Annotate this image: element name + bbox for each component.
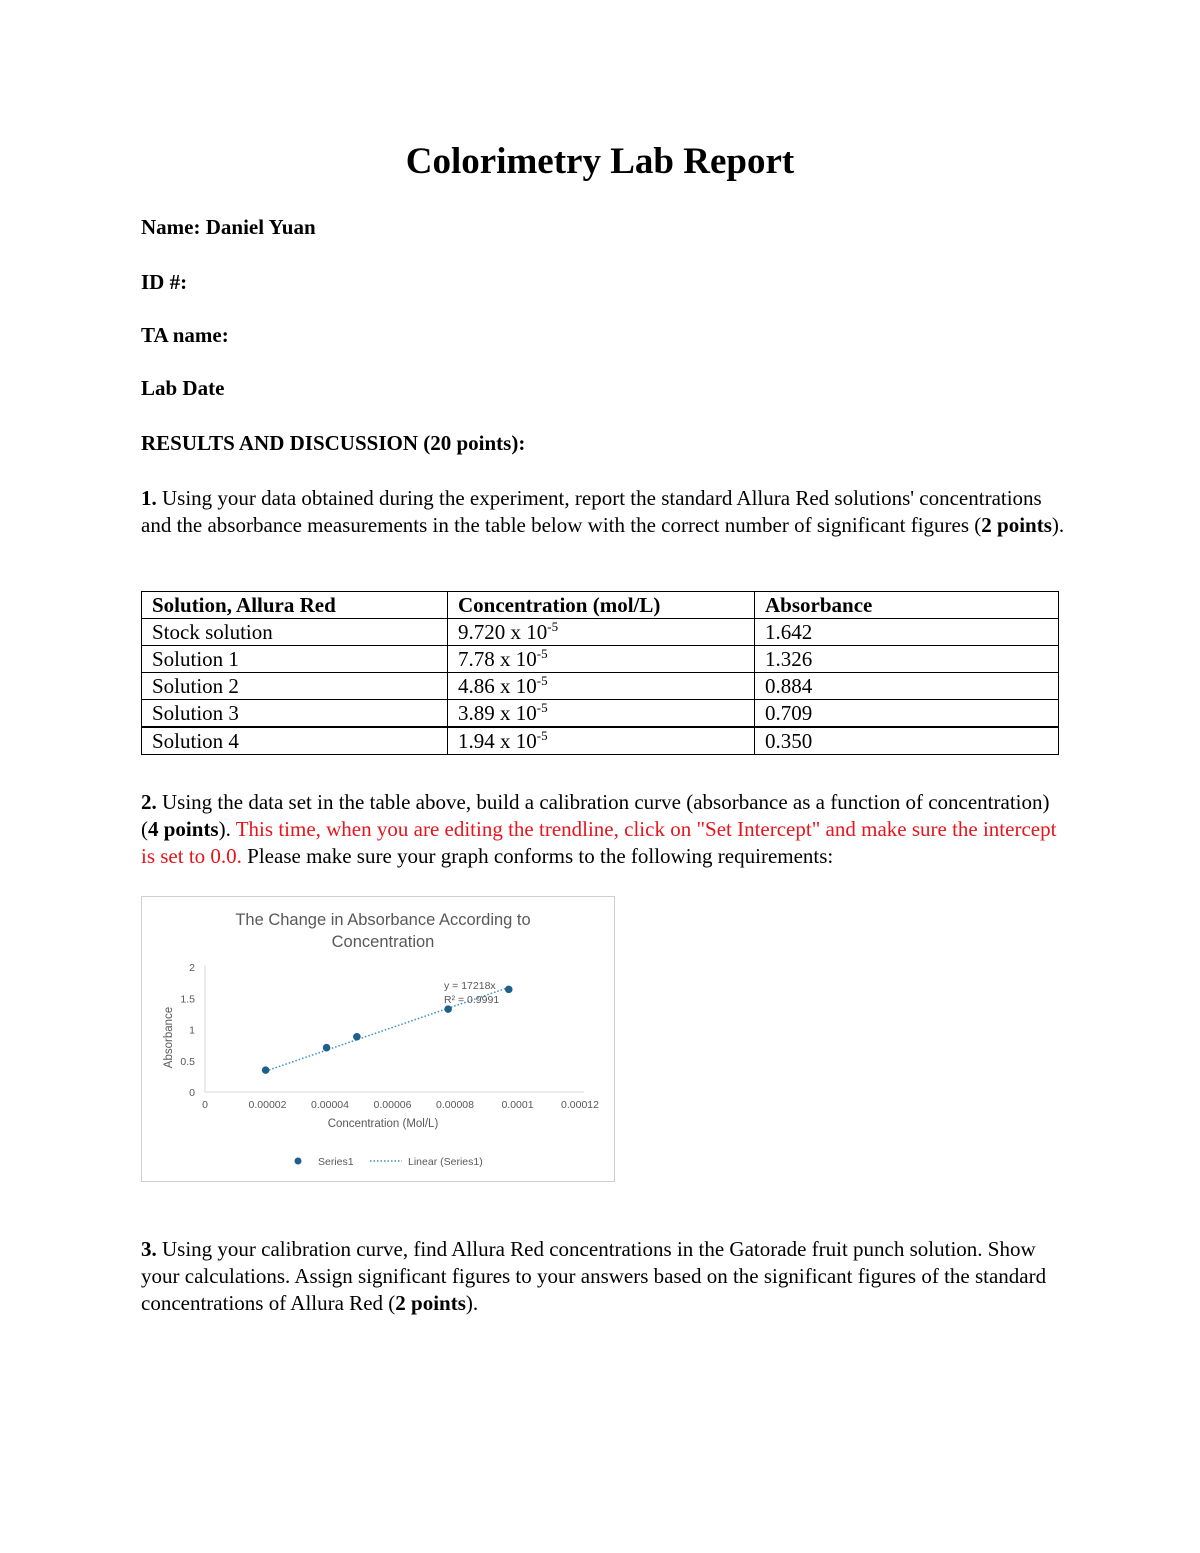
question-1-number: 1. xyxy=(141,486,157,510)
question-1-points: 2 points xyxy=(981,513,1052,537)
cell-solution: Solution 4 xyxy=(142,727,448,755)
cell-solution: Solution 2 xyxy=(142,673,448,700)
question-2 xyxy=(141,789,1071,870)
x-tick-label: 0.0001 xyxy=(501,1099,534,1111)
legend-trendline-label: Linear (Series1) xyxy=(408,1156,483,1168)
section-heading: RESULTS AND DISCUSSION (20 points): xyxy=(141,431,526,455)
cell-absorbance: 0.709 xyxy=(755,700,1059,728)
calibration-chart-svg xyxy=(142,897,614,1181)
question-1-text: Using your data obtained during the experiment, report the standard Allura Red solutions' concentrations and the absorbance measurements in the table below with the correct number of significant figures ( xyxy=(141,486,1042,537)
question-2-red-instruction: This time, when you are editing the trendline, click on "Set Intercept" and make sure the intercept is set to 0.0. xyxy=(141,817,1057,868)
results-table xyxy=(141,591,1059,755)
question-2-text: Using the data set in the table above, build a calibration curve (absorbance as a function of concentration) ( xyxy=(141,790,1050,841)
x-tick-label: 0.00012 xyxy=(561,1099,599,1111)
y-tick-label: 1 xyxy=(189,1024,195,1037)
name-field: Name: Daniel Yuan xyxy=(141,215,316,239)
ta-name-field: TA name: xyxy=(141,323,229,347)
question-3-text-end: ). xyxy=(465,1291,479,1315)
question-2-text-end: Please make sure your graph conforms to the following requirements: xyxy=(241,844,834,868)
data-point xyxy=(444,1005,452,1013)
data-point xyxy=(505,986,513,994)
cell-concentration: 9.720 x $10^{-5}$ xyxy=(448,619,755,646)
question-1-text-end: ). xyxy=(1051,513,1065,537)
trendline-equation: y = 17218x xyxy=(444,980,496,992)
question-3 xyxy=(141,1236,1071,1317)
table-row xyxy=(142,673,1059,700)
cell-solution: Solution 3 xyxy=(142,700,448,728)
cell-solution: Stock solution xyxy=(142,619,448,646)
page-title: Colorimetry Lab Report xyxy=(405,141,795,182)
question-3-points: 2 points xyxy=(395,1291,466,1315)
header-solution: Solution, Allura Red xyxy=(142,592,448,619)
question-2-points: 4 points xyxy=(148,817,219,841)
cell-concentration: 4.86 x $10^{-5}$ xyxy=(448,673,755,700)
x-tick-label: 0 xyxy=(202,1099,208,1111)
chart-title: The Change in Absorbance According to xyxy=(235,911,531,929)
header-absorbance: Absorbance xyxy=(755,592,1059,619)
y-axis-label: Absorbance xyxy=(163,1006,175,1069)
cell-concentration: 1.94 x $10^{-5}$ xyxy=(448,727,755,755)
y-tick-label: 0 xyxy=(189,1087,195,1099)
question-3-text: Using your calibration curve, find Allura Red concentrations in the Gatorade fruit punch solution. Show your calculations. Assign significant figures to your answers based on the significant figures of the standard concentrations of Allura Red ( xyxy=(141,1237,1047,1315)
chart-title: Concentration xyxy=(331,933,435,951)
cell-absorbance: 0.884 xyxy=(755,673,1059,700)
legend-series-marker xyxy=(295,1158,302,1165)
y-tick-label: 2 xyxy=(189,962,195,974)
question-2-text-mid: ). xyxy=(218,817,236,841)
lab-date-field: Lab Date xyxy=(141,376,225,400)
cell-solution: Solution 1 xyxy=(142,646,448,673)
table-row xyxy=(142,700,1059,728)
trendline-r-squared: R² = 0.9991 xyxy=(444,994,500,1006)
x-tick-label: 0.00002 xyxy=(248,1099,287,1111)
calibration-chart xyxy=(141,896,615,1182)
header-concentration: Concentration (mol/L) xyxy=(448,592,755,619)
data-point xyxy=(262,1066,270,1074)
id-field: ID #: xyxy=(141,270,188,294)
question-2-number: 2. xyxy=(141,790,157,814)
cell-absorbance: 0.350 xyxy=(755,727,1059,755)
table-row xyxy=(142,727,1059,755)
question-3-number: 3. xyxy=(141,1237,157,1261)
cell-concentration: 3.89 x $10^{-5}$ xyxy=(448,700,755,728)
cell-concentration: 7.78 x $10^{-5}$ xyxy=(448,646,755,673)
question-1 xyxy=(141,485,1071,539)
table-row xyxy=(142,619,1059,646)
data-point xyxy=(323,1044,331,1052)
x-tick-label: 0.00008 xyxy=(436,1099,474,1111)
y-tick-label: 1.5 xyxy=(180,993,195,1006)
x-tick-label: 0.00006 xyxy=(373,1099,412,1111)
y-tick-label: 0.5 xyxy=(180,1055,195,1068)
data-point xyxy=(353,1033,361,1041)
x-axis-label: Concentration (Mol/L) xyxy=(327,1118,439,1130)
table-header-row xyxy=(142,592,1059,619)
table-row xyxy=(142,646,1059,673)
cell-absorbance: 1.642 xyxy=(755,619,1059,646)
cell-absorbance: 1.326 xyxy=(755,646,1059,673)
x-tick-label: 0.00004 xyxy=(311,1099,349,1111)
legend-series-label: Series1 xyxy=(318,1156,354,1168)
